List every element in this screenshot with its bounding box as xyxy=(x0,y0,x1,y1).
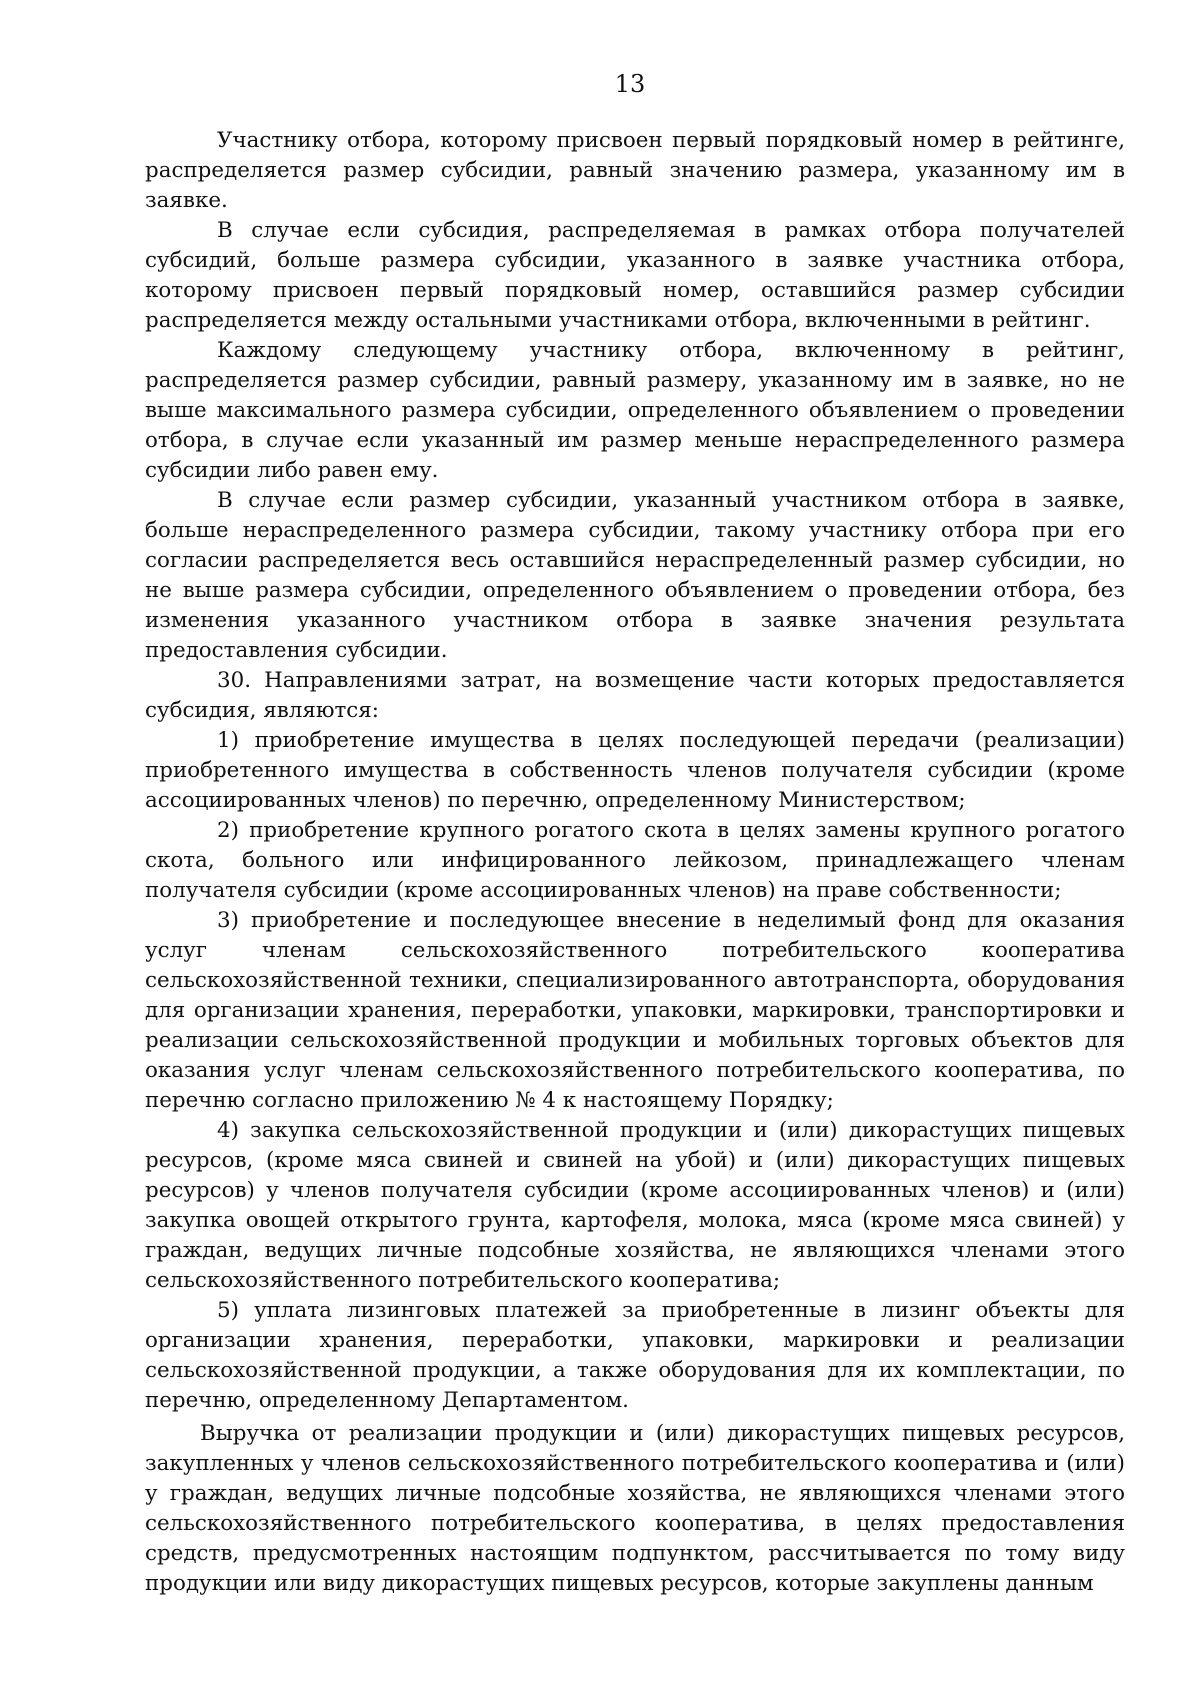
list-item-1: 1) приобретение имущества в целях последующей передачи (реализации) приобретенного имущества в собственность членов получателя субсидии (кроме ассоциированных членов) по перечню, определенному Министерством; xyxy=(145,728,1125,813)
list-item-4: 4) закупка сельскохозяйственной продукции и (или) дикорастущих пищевых ресурсов, (кроме мяса свиней и свиней на убой) и (или) дикорастущих пищевых ресурсов) у членов получателя субсидии (кроме ассоциированных членов) и (или) закупка овощей открытого грунта, картофеля, молока, мяса (кроме мяса свиней) у граждан, ведущих личные подсобные хозяйства, не являющихся членами этого сельскохозяйственного потребительского кооператива; xyxy=(145,1118,1125,1293)
paragraph-exceeding-request: В случае если размер субсидии, указанный участником отбора в заявке, больше нераспределенного размера субсидии, такому участнику отбора при его согласии распределяется весь оставшийся нераспределенный размер субсидии, но не выше размера субсидии, определенного объявлением о проведении отбора, без изменения указанного участником отбора в заявке значения результата предоставления субсидии. xyxy=(145,488,1125,663)
list-item-2: 2) приобретение крупного рогатого скота в целях замены крупного рогатого скота, больного или инфицированного лейкозом, принадлежащего членам получателя субсидии (кроме ассоциированных членов) на праве собственности; xyxy=(145,818,1125,903)
paragraph-item-30: 30. Направлениями затрат, на возмещение части которых предоставляется субсидия, являются: xyxy=(145,668,1125,723)
paragraph-next-participant: Каждому следующему участнику отбора, включенному в рейтинг, распределяется размер субсидии, равный размеру, указанному им в заявке, но не выше максимального размера субсидии, определенного объявлением о проведении отбора, в случае если указанный им размер меньше нераспределенного размера субсидии либо равен ему. xyxy=(145,338,1125,483)
document-body xyxy=(145,126,1125,1599)
paragraph-remaining-subsidy: В случае если субсидия, распределяемая в рамках отбора получателей субсидий, больше размера субсидии, указанного в заявке участника отбора, которому присвоен первый порядковый номер, оставшийся размер субсидии распределяется между остальными участниками отбора, включенными в рейтинг. xyxy=(145,218,1125,333)
paragraph-revenue-calculation: Выручка от реализации продукции и (или) дикорастущих пищевых ресурсов, закупленных у членов сельскохозяйственного потребительского кооператива и (или) у граждан, ведущих личные подсобные хозяйства, не являющихся членами этого сельскохозяйственного потребительского кооператива, в целях предоставления средств, предусмотренных настоящим подпунктом, рассчитывается по тому виду продукции или виду дикорастущих пищевых ресурсов, которые закуплены данным xyxy=(145,1421,1125,1596)
list-item-5: 5) уплата лизинговых платежей за приобретенные в лизинг объекты для организации хранения, переработки, упаковки, маркировки и реализации сельскохозяйственной продукции, а также оборудования для их комплектации, по перечню, определенному Департаментом. xyxy=(145,1298,1125,1413)
paragraph-first-rank-allocation: Участнику отбора, которому присвоен первый порядковый номер в рейтинге, распределяется размер субсидии, равный значению размера, указанному им в заявке. xyxy=(145,128,1125,213)
page-number: 13 xyxy=(614,70,646,98)
list-item-3: 3) приобретение и последующее внесение в неделимый фонд для оказания услуг членам сельскохозяйственного потребительского кооператива сельскохозяйственной техники, специализированного автотранспорта, оборудования для организации хранения, переработки, упаковки, маркировки, транспортировки и реализации сельскохозяйственной продукции и мобильных торговых объектов для оказания услуг членам сельскохозяйственного потребительского кооператива, по перечню согласно приложению № 4 к настоящему Порядку; xyxy=(145,908,1125,1113)
